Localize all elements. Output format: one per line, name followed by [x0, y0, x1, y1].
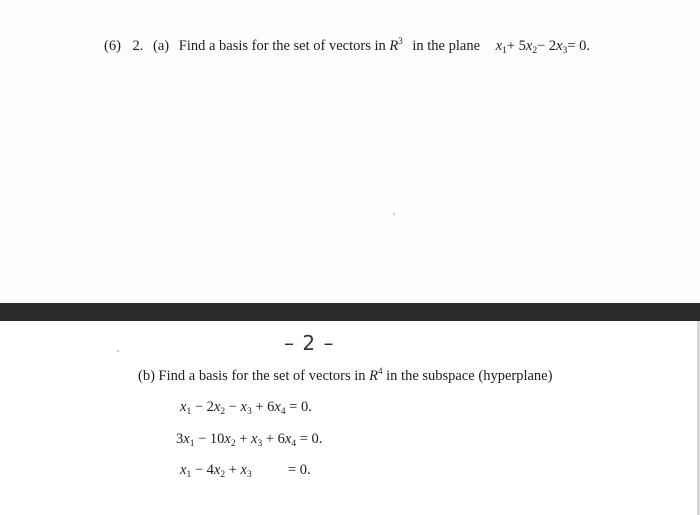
equation-row-2: $3x_1 - 10x_2 + x_3 + 6x_4 = 0$. — [176, 431, 323, 449]
space-r4: $R^4$ — [369, 366, 383, 384]
question-number: (6) — [104, 37, 121, 54]
part-b-label: (b) — [138, 367, 155, 384]
part-a-suffix: in the plane — [412, 37, 481, 54]
question-a-line — [104, 36, 590, 56]
part-b-suffix: in the subspace (hyperplane) — [386, 367, 553, 384]
part-a-label: (a) — [153, 37, 170, 54]
equation-row-1: $x_1 - 2x_2 - x_3 + 6x_4 = 0$. — [180, 399, 312, 417]
page-number: – 2 – — [284, 331, 335, 355]
page-divider-band — [0, 303, 700, 321]
question-index: 2. — [132, 37, 144, 54]
equation-row-3: $x_1 - 4x_2 + x_3$ = 0. — [180, 462, 311, 480]
part-a-text: Find a basis for the set of vectors in — [178, 37, 386, 54]
part-b-text: Find a basis for the set of vectors in — [158, 367, 366, 384]
speck — [393, 213, 395, 215]
speck — [117, 350, 119, 352]
plane-equation: x1+ 5x2− 2x3= 0. — [495, 37, 591, 56]
part-b-line — [138, 366, 552, 385]
lower-page — [0, 321, 700, 515]
space-r3: $R^3$ — [389, 36, 403, 54]
